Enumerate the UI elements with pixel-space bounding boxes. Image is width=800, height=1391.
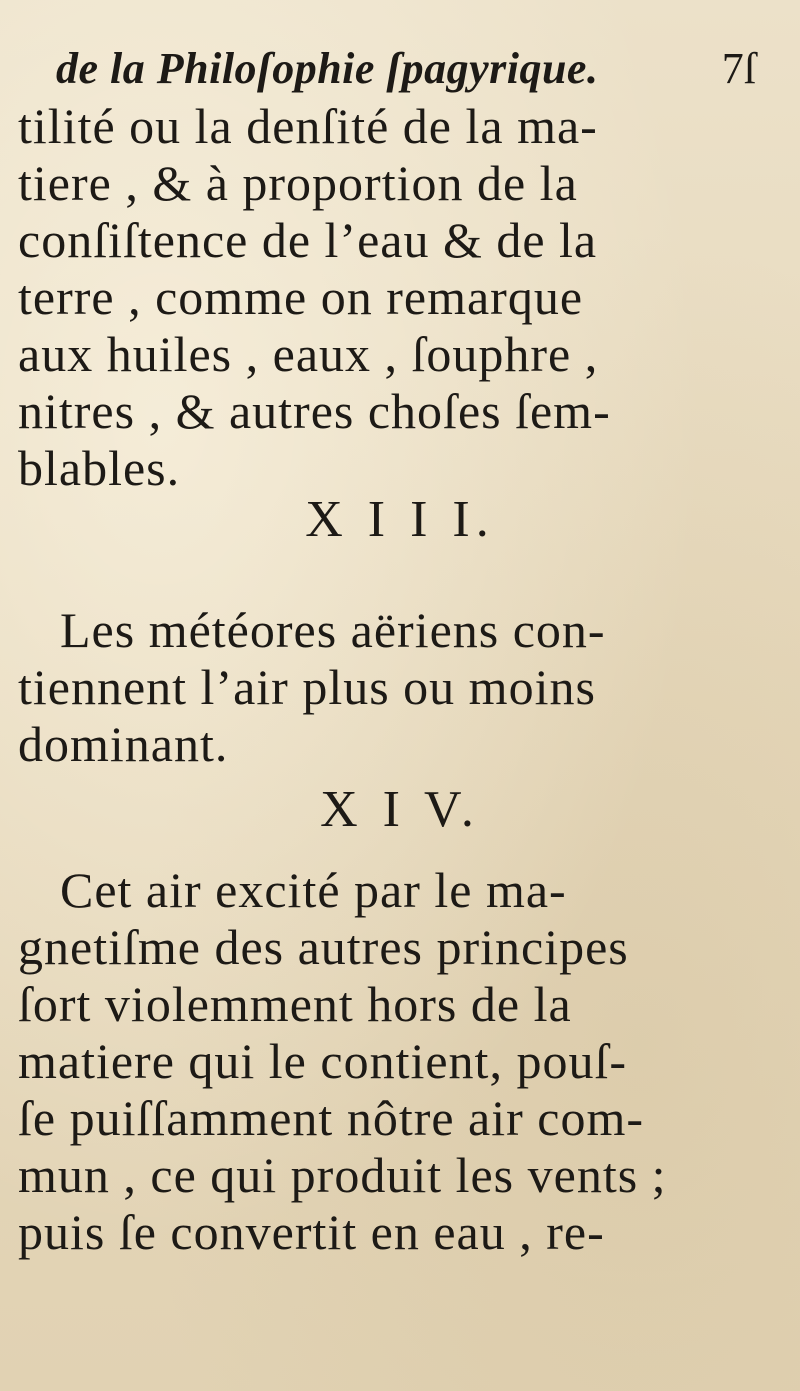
text-line: conſiſtence de l’eau & de la bbox=[18, 212, 598, 268]
text-line: gnetiſme des autres principes bbox=[18, 919, 629, 975]
text-line: ſort violemment hors de la bbox=[18, 976, 572, 1032]
text-line: nitres , & autres choſes ſem- bbox=[18, 383, 611, 439]
page-header bbox=[56, 38, 756, 100]
text-line: terre , comme on remarque bbox=[18, 269, 584, 325]
text-line: dominant. bbox=[18, 716, 229, 772]
running-head: de la Philoſophie ſpagyrique. bbox=[56, 44, 599, 93]
section-heading: X I V. bbox=[320, 781, 480, 838]
text-line: tilité ou la denſité de la ma- bbox=[18, 98, 598, 154]
text-line: blables. bbox=[18, 440, 181, 496]
page-number: 7ſ bbox=[721, 44, 756, 93]
section-heading: X I I I. bbox=[305, 491, 495, 548]
text-line: ſe puiſſamment nôtre air com- bbox=[18, 1090, 645, 1146]
text-line: matiere qui le contient, pouſ- bbox=[18, 1033, 627, 1089]
text-line: Les météores aëriens con- bbox=[60, 602, 606, 658]
text-line: aux huiles , eaux , ſouphre , bbox=[18, 326, 599, 382]
text-line: tiennent l’air plus ou moins bbox=[18, 659, 596, 715]
text-line: puis ſe convertit en eau , re- bbox=[18, 1204, 605, 1260]
text-line: mun , ce qui produit les vents ; bbox=[18, 1147, 667, 1203]
text-line: tiere , & à proportion de la bbox=[18, 155, 578, 211]
text-line: Cet air excité par le ma- bbox=[60, 862, 567, 918]
